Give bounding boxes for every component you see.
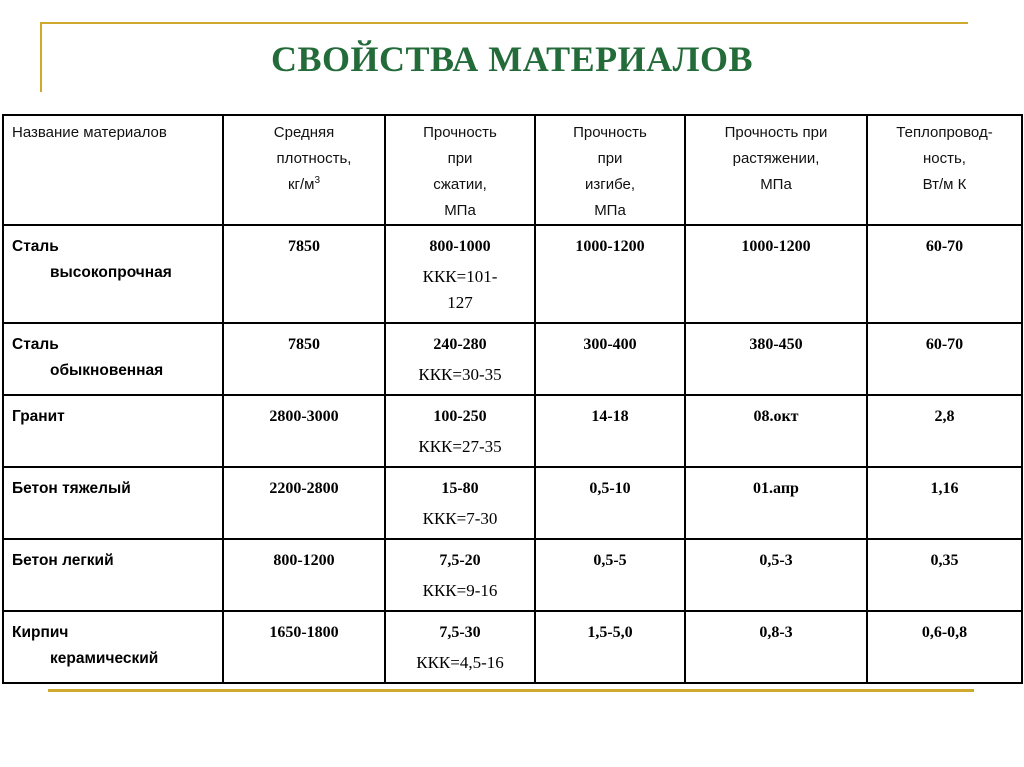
header-bending: Прочность при изгибе, МПа xyxy=(535,115,685,225)
bending-cell: 300-400 xyxy=(535,323,685,395)
thermal-cell: 0,35 xyxy=(867,539,1022,611)
material-name: Кирпич керамический xyxy=(3,611,223,683)
table-row xyxy=(3,539,1022,611)
density-cell: 2800-3000 xyxy=(223,395,385,467)
header-tension: Прочность при растяжении, МПа xyxy=(685,115,867,225)
thermal-cell: 60-70 xyxy=(867,323,1022,395)
density-cell: 7850 xyxy=(223,323,385,395)
kkk-value: ККК=7-30 xyxy=(422,509,498,528)
table-row xyxy=(3,323,1022,395)
compression-cell: 100-250 ККК=27-35 xyxy=(385,395,535,467)
kkk-value: ККК=9-16 xyxy=(422,581,498,600)
materials-table xyxy=(2,114,1023,684)
table-header-row xyxy=(3,115,1022,225)
material-name: Бетон тяжелый xyxy=(3,467,223,539)
thermal-cell: 0,6-0,8 xyxy=(867,611,1022,683)
material-name: Сталь обыкновенная xyxy=(3,323,223,395)
thermal-cell: 1,16 xyxy=(867,467,1022,539)
material-name: Бетон легкий xyxy=(3,539,223,611)
bending-cell: 0,5-10 xyxy=(535,467,685,539)
density-cell: 7850 xyxy=(223,225,385,323)
compression-cell: 15-80 ККК=7-30 xyxy=(385,467,535,539)
tension-cell: 0,5-3 xyxy=(685,539,867,611)
slide-title: СВОЙСТВА МАТЕРИАЛОВ xyxy=(271,39,753,79)
table-row xyxy=(3,395,1022,467)
compression-cell: 240-280 ККК=30-35 xyxy=(385,323,535,395)
header-density: Средняя плотность, $кг/м^3$ xyxy=(223,115,385,225)
density-cell: 2200-2800 xyxy=(223,467,385,539)
header-thermal: Теплопровод- ность, Вт/м К xyxy=(867,115,1022,225)
tension-cell: 0,8-3 xyxy=(685,611,867,683)
tension-cell: 1000-1200 xyxy=(685,225,867,323)
header-compression: Прочность при сжатии, МПа xyxy=(385,115,535,225)
header-name: Название материалов xyxy=(3,115,223,225)
tension-cell: 380-450 xyxy=(685,323,867,395)
bending-cell: 0,5-5 xyxy=(535,539,685,611)
density-cell: 800-1200 xyxy=(223,539,385,611)
compression-cell: 7,5-30 ККК=4,5-16 xyxy=(385,611,535,683)
kkk-value: ККК=101- 127 xyxy=(422,267,498,312)
kkk-value: ККК=4,5-16 xyxy=(416,653,504,672)
tension-cell: 01.апр xyxy=(685,467,867,539)
table-row xyxy=(3,467,1022,539)
bending-cell: 14-18 xyxy=(535,395,685,467)
frame-bottom-line xyxy=(48,689,974,692)
kkk-value: ККК=27-35 xyxy=(418,437,502,456)
thermal-cell: 2,8 xyxy=(867,395,1022,467)
bending-cell: 1000-1200 xyxy=(535,225,685,323)
material-name: Гранит xyxy=(3,395,223,467)
frame-top-line xyxy=(40,22,968,24)
bending-cell: 1,5-5,0 xyxy=(535,611,685,683)
material-name: Сталь высокопрочная xyxy=(3,225,223,323)
kkk-value: ККК=30-35 xyxy=(418,365,502,384)
compression-cell: 800-1000 ККК=101- 127 xyxy=(385,225,535,323)
density-cell: 1650-1800 xyxy=(223,611,385,683)
thermal-cell: 60-70 xyxy=(867,225,1022,323)
tension-cell: 08.окт xyxy=(685,395,867,467)
table-row xyxy=(3,225,1022,323)
table-row xyxy=(3,611,1022,683)
compression-cell: 7,5-20 ККК=9-16 xyxy=(385,539,535,611)
